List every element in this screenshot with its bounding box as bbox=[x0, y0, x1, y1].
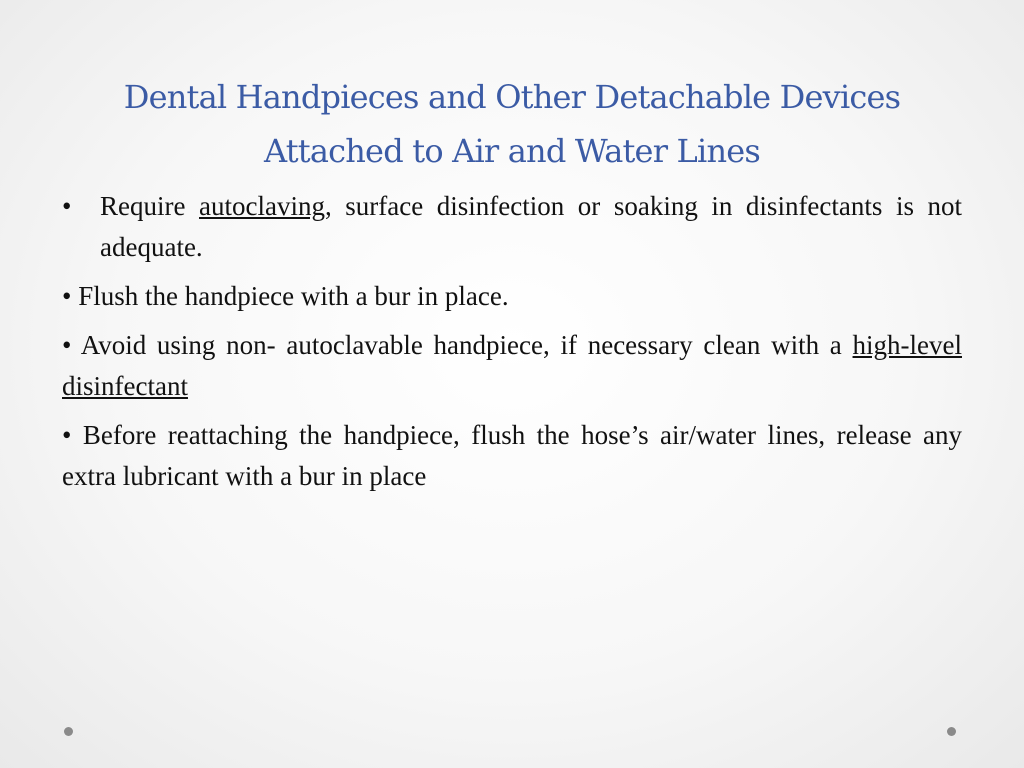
decorative-dot-right bbox=[947, 727, 956, 736]
bullet-marker: • bbox=[62, 281, 72, 311]
bullet-item-flush-handpiece bbox=[62, 276, 962, 317]
autoclaving-link[interactable]: autoclaving bbox=[199, 191, 325, 221]
bullet-text-part: Require bbox=[100, 191, 200, 221]
bullet-marker: • bbox=[62, 420, 72, 450]
bullet-text: Before reattaching the handpiece, flush the hose’s air/water lines, release any extra lubricant with a bur in place bbox=[62, 420, 962, 491]
bullet-list bbox=[62, 186, 962, 505]
slide-title-line-2: Attached to Air and Water Lines bbox=[263, 132, 761, 170]
slide-title bbox=[40, 70, 984, 178]
bullet-item-avoid-non-autoclavable bbox=[62, 325, 962, 407]
slide-title-line-1: Dental Handpieces and Other Detachable Devices bbox=[123, 78, 901, 116]
bullet-item-before-reattaching bbox=[62, 415, 962, 497]
bullet-marker: • bbox=[62, 191, 72, 221]
bullet-text: Avoid using non- autoclavable handpiece, if necessary clean with a bbox=[71, 330, 853, 360]
bullet-text: Flush the handpiece with a bur in place. bbox=[71, 281, 509, 311]
decorative-dot-left bbox=[64, 727, 73, 736]
high-level-disinfectant-link[interactable]: high-level disinfectant bbox=[62, 330, 962, 401]
bullet-item-autoclaving bbox=[62, 186, 962, 268]
bullet-marker: • bbox=[62, 330, 72, 360]
bullet-text-part: , surface disinfection or soaking in disinfectants is not adequate. bbox=[100, 191, 962, 262]
